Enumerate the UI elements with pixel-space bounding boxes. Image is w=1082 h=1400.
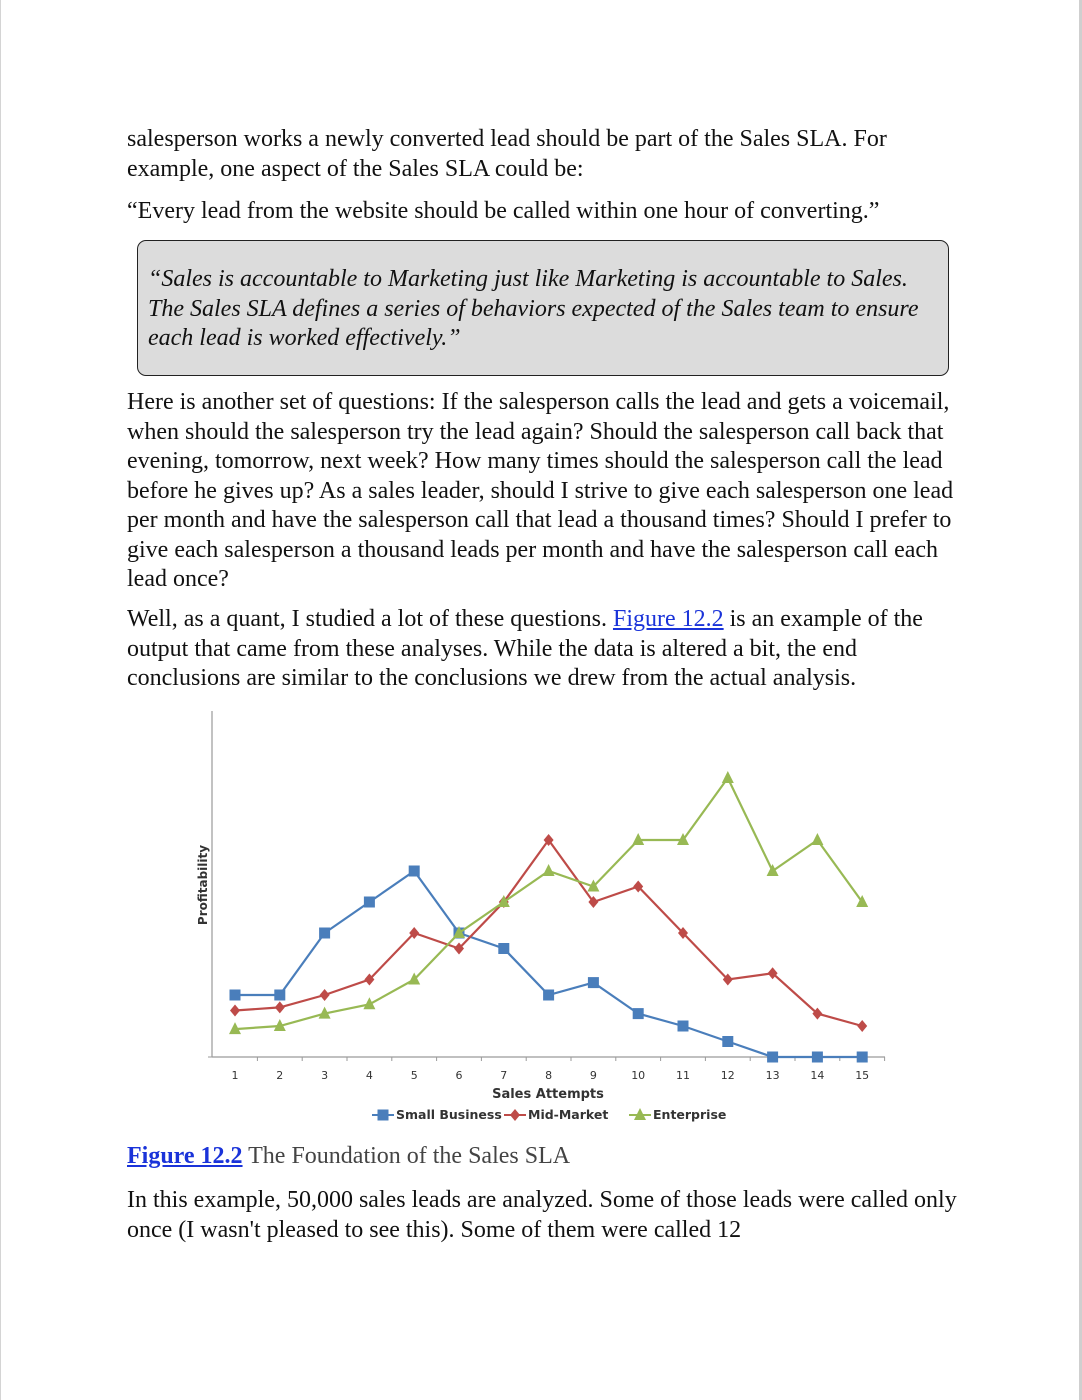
enterprise-point [363, 997, 375, 1009]
small-business-point [767, 1052, 778, 1063]
x-tick-label: 3 [321, 1069, 329, 1082]
enterprise-point [722, 771, 734, 783]
paragraph-quant-analysis [127, 605, 957, 694]
small-business-point [498, 943, 509, 954]
paragraph-website-example: “Every lead from the website should be called within one hour of converting.” [127, 198, 880, 224]
y-axis-label: Profitability [196, 844, 210, 926]
small-business-point [230, 990, 241, 1001]
small-business-point [588, 977, 599, 988]
paragraph-quant-before: Well, as a quant, I studied a lot of these questions. [127, 606, 607, 632]
x-tick-label: 7 [500, 1069, 508, 1082]
x-tick-label: 10 [631, 1069, 646, 1082]
paragraph-quant-after: is an example of the output that came from these analyses. While the data is altered a bit, the end conclusions are similar to the conclusions we drew from the actual analysis. [127, 606, 923, 691]
enterprise-point [767, 864, 779, 876]
small-business-point [722, 1036, 733, 1047]
chart-axes [208, 711, 885, 1061]
figure-caption-link[interactable]: Figure 12.2 [127, 1143, 243, 1169]
x-tick-label: 11 [676, 1069, 690, 1082]
x-tick-label: 13 [765, 1069, 780, 1082]
small-business-legend-marker [378, 1110, 389, 1121]
chart-legend [372, 1107, 726, 1122]
small-business-legend-label: Small Business [396, 1107, 502, 1122]
figure-12-2-link[interactable]: Figure 12.2 [612, 606, 724, 632]
x-tick-label: 4 [365, 1069, 373, 1082]
mid-market-legend-label: Mid-Market [528, 1107, 609, 1122]
small-business-point [543, 990, 554, 1001]
small-business-point [633, 1008, 644, 1019]
x-tick-label: 5 [410, 1069, 418, 1082]
small-business-line [235, 871, 862, 1057]
x-tick-label: 6 [455, 1069, 463, 1082]
pull-quote-box [137, 240, 949, 376]
enterprise-point [811, 833, 823, 845]
small-business-point [319, 928, 330, 939]
x-axis-label: Sales Attempts [492, 1087, 604, 1102]
x-tick-label: 12 [720, 1069, 735, 1082]
x-tick-label: 14 [810, 1069, 825, 1082]
small-business-point [274, 990, 285, 1001]
enterprise-point [543, 864, 555, 876]
pull-quote-text: “Sales is accountable to Marketing just like Marketing is accountable to Sales. The Sales SLA defines a series of behaviors expected of the Sales team to ensure each lead is worked effectively.” [148, 266, 919, 351]
page-edge-left [0, 0, 1, 1400]
paragraph-sla-intro: salesperson works a newly converted lead should be part of the Sales SLA. For example, one aspect of the Sales SLA could be: [127, 126, 887, 182]
small-business-point [678, 1021, 689, 1032]
mid-market-point [857, 1020, 867, 1032]
enterprise-legend-label: Enterprise [653, 1107, 727, 1122]
small-business-point [364, 897, 375, 908]
paragraph-leads-analyzed: In this example, 50,000 sales leads are analyzed. Some of those leads were called only once (I wasn't pleased to see this). Some of them were called 12 [127, 1187, 957, 1243]
small-business-point [409, 866, 420, 877]
figure-caption [127, 1141, 570, 1171]
mid-market-point [320, 989, 330, 1001]
small-business-point [812, 1052, 823, 1063]
mid-market-point [275, 1001, 285, 1013]
x-tick-label: 15 [855, 1069, 870, 1082]
x-tick-label: 2 [276, 1069, 284, 1082]
mid-market-legend-marker [510, 1109, 520, 1121]
paragraph-questions: Here is another set of questions: If the salesperson calls the lead and gets a voicemail, when should the salesperson try the lead again? Should the salesperson call back that evening, tomorrow, next week? How many times should the salesperson call the lead before he gives up? As a sales leader, should I strive to give each salesperson one lead per month and have the salesperson call that lead a thousand times? Should I prefer to give each salesperson a thousand leads per month and have the salesperson call each lead once? [127, 389, 954, 592]
x-tick-label: 1 [231, 1069, 239, 1082]
small-business-point [857, 1052, 868, 1063]
sales-attempts-chart [190, 705, 900, 1130]
mid-market-point [230, 1005, 240, 1017]
x-tick-label: 8 [545, 1069, 553, 1082]
x-tick-label: 9 [589, 1069, 597, 1082]
figure-caption-text: The Foundation of the Sales SLA [248, 1143, 571, 1169]
chart-series-layer [229, 771, 868, 1063]
